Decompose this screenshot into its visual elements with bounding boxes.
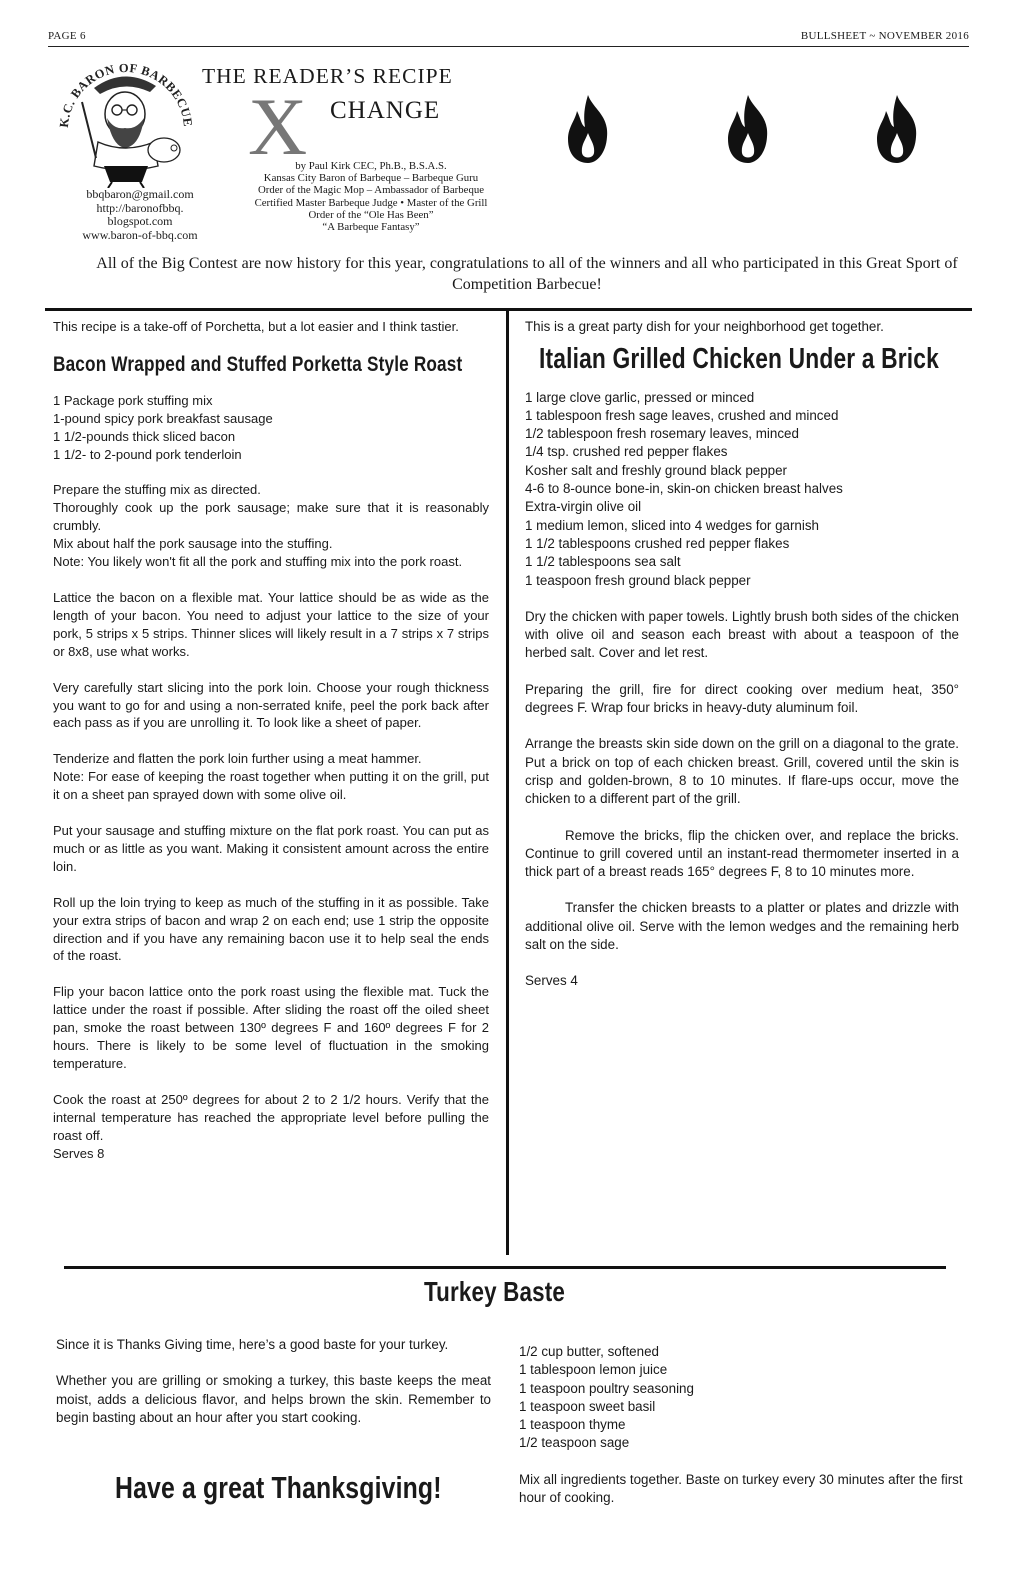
divider-bottom	[64, 1266, 946, 1269]
page-number: PAGE 6	[48, 30, 86, 42]
turkey-title: Turkey Baste	[424, 1276, 565, 1307]
flame-icon	[723, 93, 773, 165]
running-header	[48, 30, 969, 47]
contact-website: www.baron-of-bbq.com	[82, 227, 198, 242]
issue-name: BULLSHEET ~ NOVEMBER 2016	[800, 30, 969, 42]
recipe-step: Roll up the loin trying to keep as much of the stuffing in it as possible. Take your extra strips of bacon and wrap 2 on each end; use 1 strip the opposite direction and if you have any remaining bacon use it to help seal the ends of the roast.	[53, 894, 489, 964]
recipe-step: Flip your bacon lattice onto the pork roast using the flexible mat. Tuck the lattice under the roast if possible. After sliding the roast off the oiled sheet pan, smoke the roast between 130º degrees F and 160º degrees F for 2 hours. There is likely to be some level of fluctuation in the smoking temperature.	[53, 984, 489, 1071]
closing-greeting: Have a great Thanksgiving!	[115, 1470, 442, 1505]
masthead-title: THE READER’S RECIPE	[202, 64, 453, 88]
recipe-step: Very carefully start slicing into the pork loin. Choose your rough thickness you want to go for and using a non-serrated knife, peel the pork back after each pass as if you are unrolling it. To look like a sheet of paper.	[53, 679, 489, 731]
recipe-step: Arrange the breasts skin side down on the grill on a diagonal to the grate. Put a brick on top of each chicken breast. Grill, covered until the skin is crisp and golden-brown, 8 to 10 minutes. If flare-ups occur, move the chicken to a different part of the grill.	[525, 736, 959, 807]
recipe-lead: This recipe is a take-off of Porchetta, but a lot easier and I think tastier.	[53, 319, 459, 334]
recipe-lead: This is a great party dish for your neighborhood get together.	[525, 319, 884, 334]
contact-blog-line2: blogspot.com	[107, 214, 173, 228]
recipe-step: Prepare the stuffing mix as directed. Thoroughly cook up the pork sausage; make sure that it is reasonably crumbly. Mix about half the pork sausage into the stuffing. Note: You likely won't fit all the pork and stuffing mix into the pork roast.	[53, 482, 489, 570]
turkey-recipe	[519, 1343, 964, 1507]
turkey-directions: Mix all ingredients together. Baste on turkey every 30 minutes after the first hour of cooking.	[519, 1471, 963, 1506]
recipe-step: Preparing the grill, fire for direct cooking over medium heat, 350° degrees F. Wrap four bricks in heavy-duty aluminum foil.	[525, 681, 959, 716]
ingredient-list: 1/2 cup butter, softened 1 tablespoon lemon juice 1 teaspoon poultry seasoning 1 teaspoon sweet basil 1 teaspoon thyme 1/2 teaspoon sage	[519, 1344, 694, 1451]
chicken-recipe	[525, 318, 959, 991]
recipe-step: Dry the chicken with paper towels. Lightly brush both sides of the chicken with olive oil and season each breast with about a teaspoon of the herbed salt. Cover and let rest.	[525, 608, 959, 661]
byline-line: Order of the “Ole Has Been”	[308, 208, 434, 221]
porketta-recipe	[53, 318, 489, 1163]
divider-column	[506, 309, 509, 1255]
masthead-change: CHANGE	[330, 97, 441, 124]
turkey-intro-paragraph: Whether you are grilling or smoking a turkey, this baste keeps the meat moist, adds a delicious flavor, and helps brown the skin. Remember to begin basting about an hour after you start cooking.	[56, 1373, 491, 1425]
turkey-intro	[56, 1336, 491, 1427]
baron-logo	[52, 58, 198, 188]
byline-line: Certified Master Barbeque Judge • Master of the Grill	[254, 196, 488, 209]
recipe-step: Put your sausage and stuffing mixture on the flat pork roast. You can put as much or as little as you want. Making it consistent amount across the entire loin.	[53, 823, 489, 874]
byline-line: by Paul Kirk CEC, Ph.B., B.S.A.S.	[295, 160, 447, 172]
masthead-x: X	[248, 81, 308, 172]
contact-blog-line1: http://baronofbbq.	[96, 200, 184, 215]
byline-line: Kansas City Baron of Barbeque – Barbeque Guru	[263, 172, 479, 185]
recipe-step: Cook the roast at 250º degrees for about 2 to 2 1/2 hours. Verify that the internal temperature has reached the appropriate level before pulling the roast off. Serves 8	[53, 1091, 489, 1161]
recipe-step: Remove the bricks, flip the chicken over, and replace the bricks. Continue to grill covered until an instant-read thermometer inserted in a thick part of a breast reads 165° degrees F, 8 to 10 minutes more.	[525, 827, 959, 880]
ingredient-list: 1 large clove garlic, pressed or minced 1 tablespoon fresh sage leaves, crushed and minced 1/2 tablespoon fresh rosemary leaves, minced 1/4 tsp. crushed red pepper flakes Kosher salt and freshly ground black pepper 4-6 to 8-ounce bone-in, skin-on chicken breast halves Extra-virgin olive oil 1 medium lemon, sliced into 4 wedges for garnish 1 1/2 tablespoons crushed red pepper flakes 1 1/2 tablespoons sea salt 1 teaspoon fresh ground black pepper	[525, 389, 843, 588]
contact-email: bbqbaron@gmail.com	[86, 187, 194, 201]
byline-line: “A Barbeque Fantasy”	[322, 221, 420, 234]
recipe-step: Tenderize and flatten the pork loin further using a meat hammer. Note: For ease of keeping the roast together when putting it on the grill, put it on a sheet pan sprayed down with some olive oil.	[53, 751, 489, 803]
recipe-serves: Serves 4	[525, 973, 578, 989]
recipe-title: Italian Grilled Chicken Under a Brick	[539, 343, 939, 376]
intro-text: All of the Big Contest are now history for this year, congratulations to all of the winners and all who participated in this Great Sport of Competition Barbecue!	[96, 255, 958, 293]
logo-contacts	[55, 188, 225, 242]
byline-line: Order of the Magic Mop – Ambassador of Barbeque	[257, 184, 485, 197]
byline	[226, 160, 516, 233]
recipe-step: Lattice the bacon on a flexible mat. Your lattice should be as wide as the length of your bacon. You need to adjust your lattice to the size of your pork, 5 strips x 5 strips. Thinner slices will likely result in a 7 strips x 7 strips or 8x8, use what works.	[53, 589, 489, 659]
turkey-intro-line: Since it is Thanks Giving time, here’s a good baste for your turkey.	[56, 1337, 449, 1352]
recipe-title: Bacon Wrapped and Stuffed Porketta Style Roast	[53, 351, 463, 376]
svg-text:K.C. BARON OF BARBECUE: K.C. BARON OF BARBECUE	[56, 60, 196, 129]
recipe-step: Transfer the chicken breasts to a platter or plates and drizzle with additional olive oil. Serve with the lemon wedges and the remaining herb salt on the side.	[525, 900, 959, 953]
ingredient-list: 1 Package pork stuffing mix 1-pound spicy pork breakfast sausage 1 1/2-pounds thick sliced bacon 1 1/2- to 2-pound pork tenderloin	[53, 392, 273, 462]
flame-icon	[563, 93, 613, 165]
flame-icon	[872, 93, 922, 165]
